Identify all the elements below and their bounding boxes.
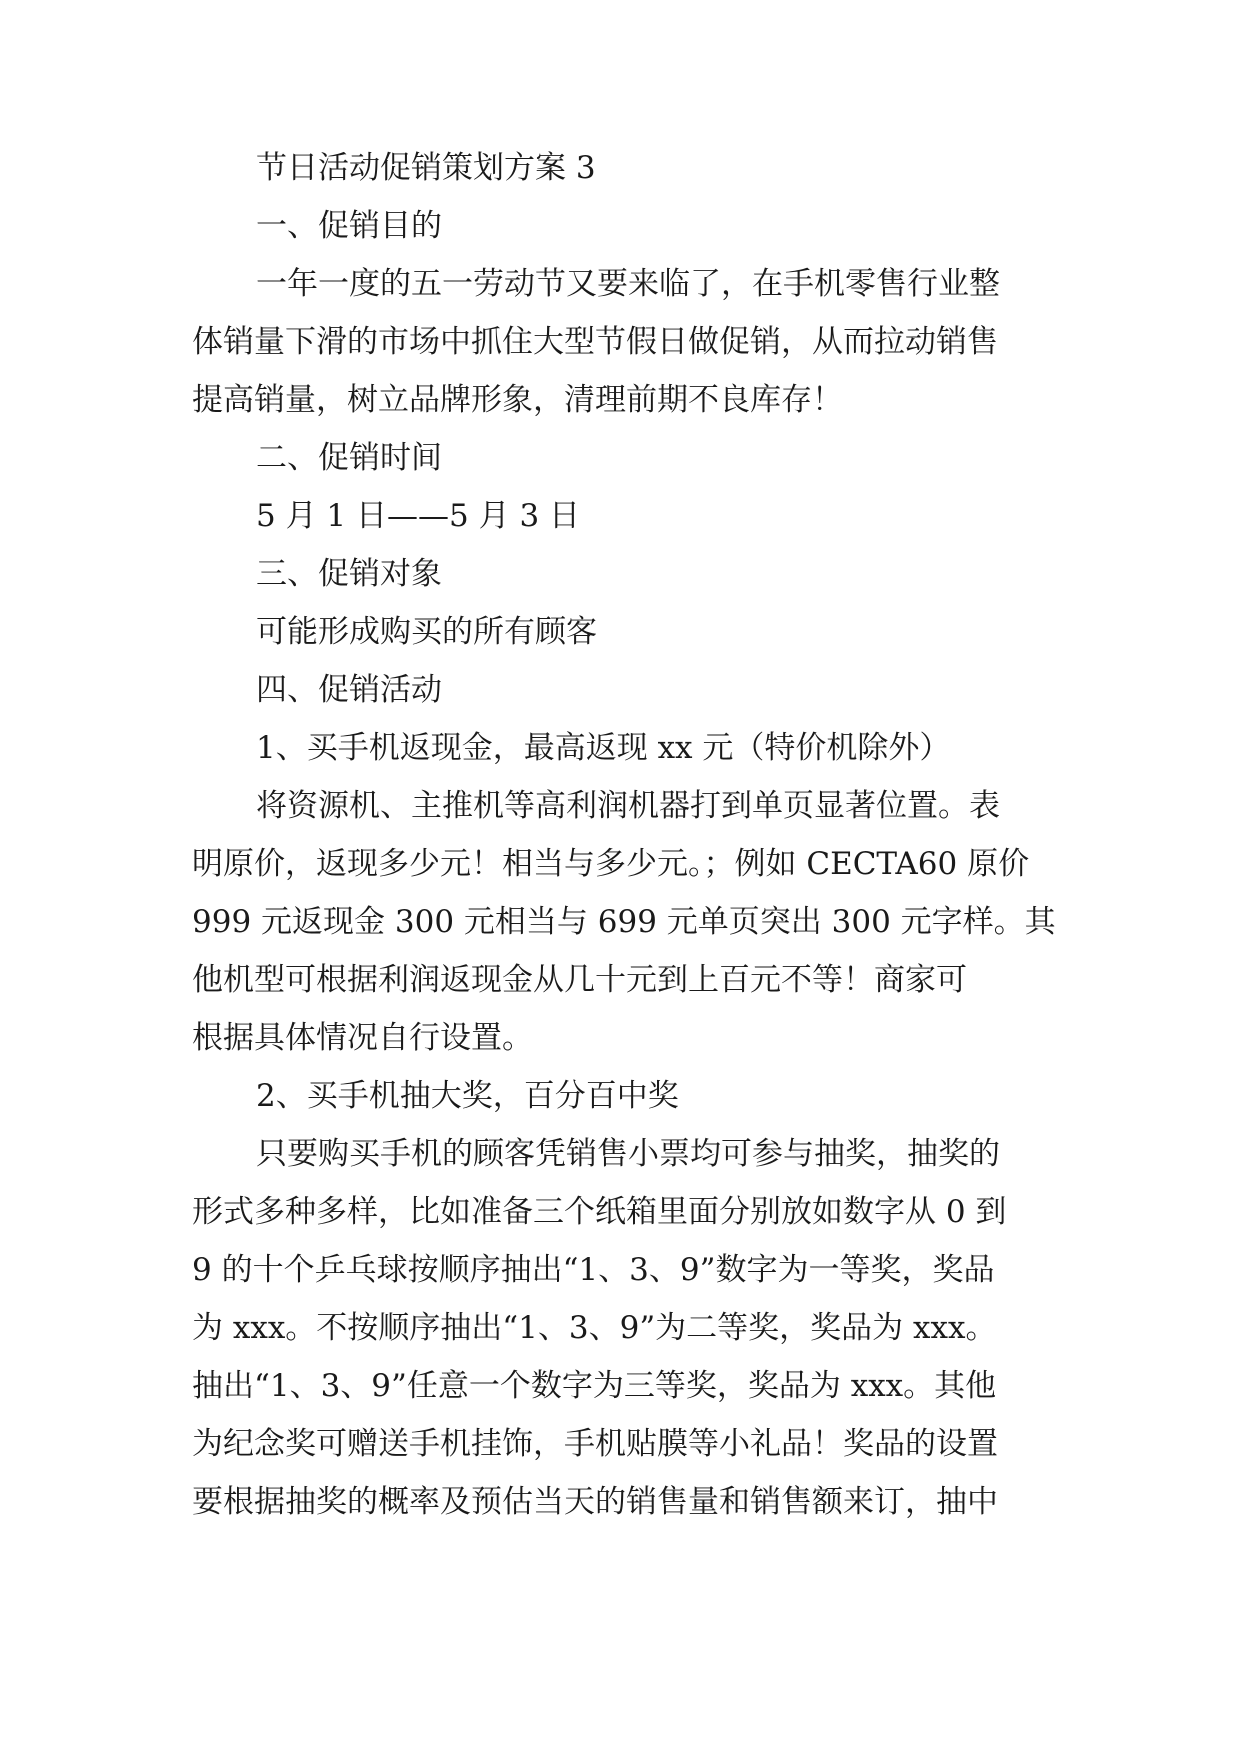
- paragraph-line: 为 xxx。不按顺序抽出“1、3、9”为二等奖，奖品为 xxx。: [192, 1310, 997, 1346]
- paragraph-line: 形式多种多样，比如准备三个纸箱里面分别放如数字从 0 到: [192, 1194, 1007, 1230]
- heading-promotion-activities: 四、促销活动: [256, 672, 442, 708]
- paragraph-line: 9 的十个乒乓球按顺序抽出“1、3、9”数字为一等奖，奖品: [192, 1252, 995, 1288]
- paragraph-line: 将资源机、主推机等高利润机器打到单页显著位置。表: [256, 788, 1000, 824]
- paragraph-line: 他机型可根据利润返现金从几十元到上百元不等！商家可: [192, 962, 967, 998]
- paragraph-line: 要根据抽奖的概率及预估当天的销售量和销售额来订，抽中: [192, 1484, 998, 1520]
- paragraph-line: 提高销量，树立品牌形象，清理前期不良库存！: [192, 382, 843, 418]
- paragraph-line: 5 月 1 日——5 月 3 日: [256, 498, 581, 534]
- paragraph-line: 体销量下滑的市场中抓住大型节假日做促销，从而拉动销售: [192, 324, 998, 360]
- paragraph-line: 为纪念奖可赠送手机挂饰，手机贴膜等小礼品！奖品的设置: [192, 1426, 998, 1462]
- heading-promotion-time: 二、促销时间: [256, 440, 442, 476]
- subheading-cashback: 1、买手机返现金，最高返现 xx 元（特价机除外）: [256, 730, 951, 766]
- paragraph-line: 抽出“1、3、9”任意一个数字为三等奖，奖品为 xxx。其他: [192, 1368, 997, 1404]
- subheading-lottery: 2、买手机抽大奖，百分百中奖: [256, 1078, 679, 1114]
- paragraph-line: 可能形成购买的所有顾客: [256, 614, 597, 650]
- paragraph-line: 明原价，返现多少元！相当与多少元。；例如 CECTA60 原价: [192, 846, 1030, 882]
- heading-promotion-purpose: 一、促销目的: [256, 208, 442, 244]
- paragraph-line: 999 元返现金 300 元相当与 699 元单页突出 300 元字样。其: [192, 904, 1056, 940]
- paragraph-line: 只要购买手机的顾客凭销售小票均可参与抽奖，抽奖的: [256, 1136, 1000, 1172]
- paragraph-line: 一年一度的五一劳动节又要来临了，在手机零售行业整: [256, 266, 1000, 302]
- heading-promotion-target: 三、促销对象: [256, 556, 442, 592]
- document-title: 节日活动促销策划方案 3: [256, 150, 596, 186]
- paragraph-line: 根据具体情况自行设置。: [192, 1020, 533, 1056]
